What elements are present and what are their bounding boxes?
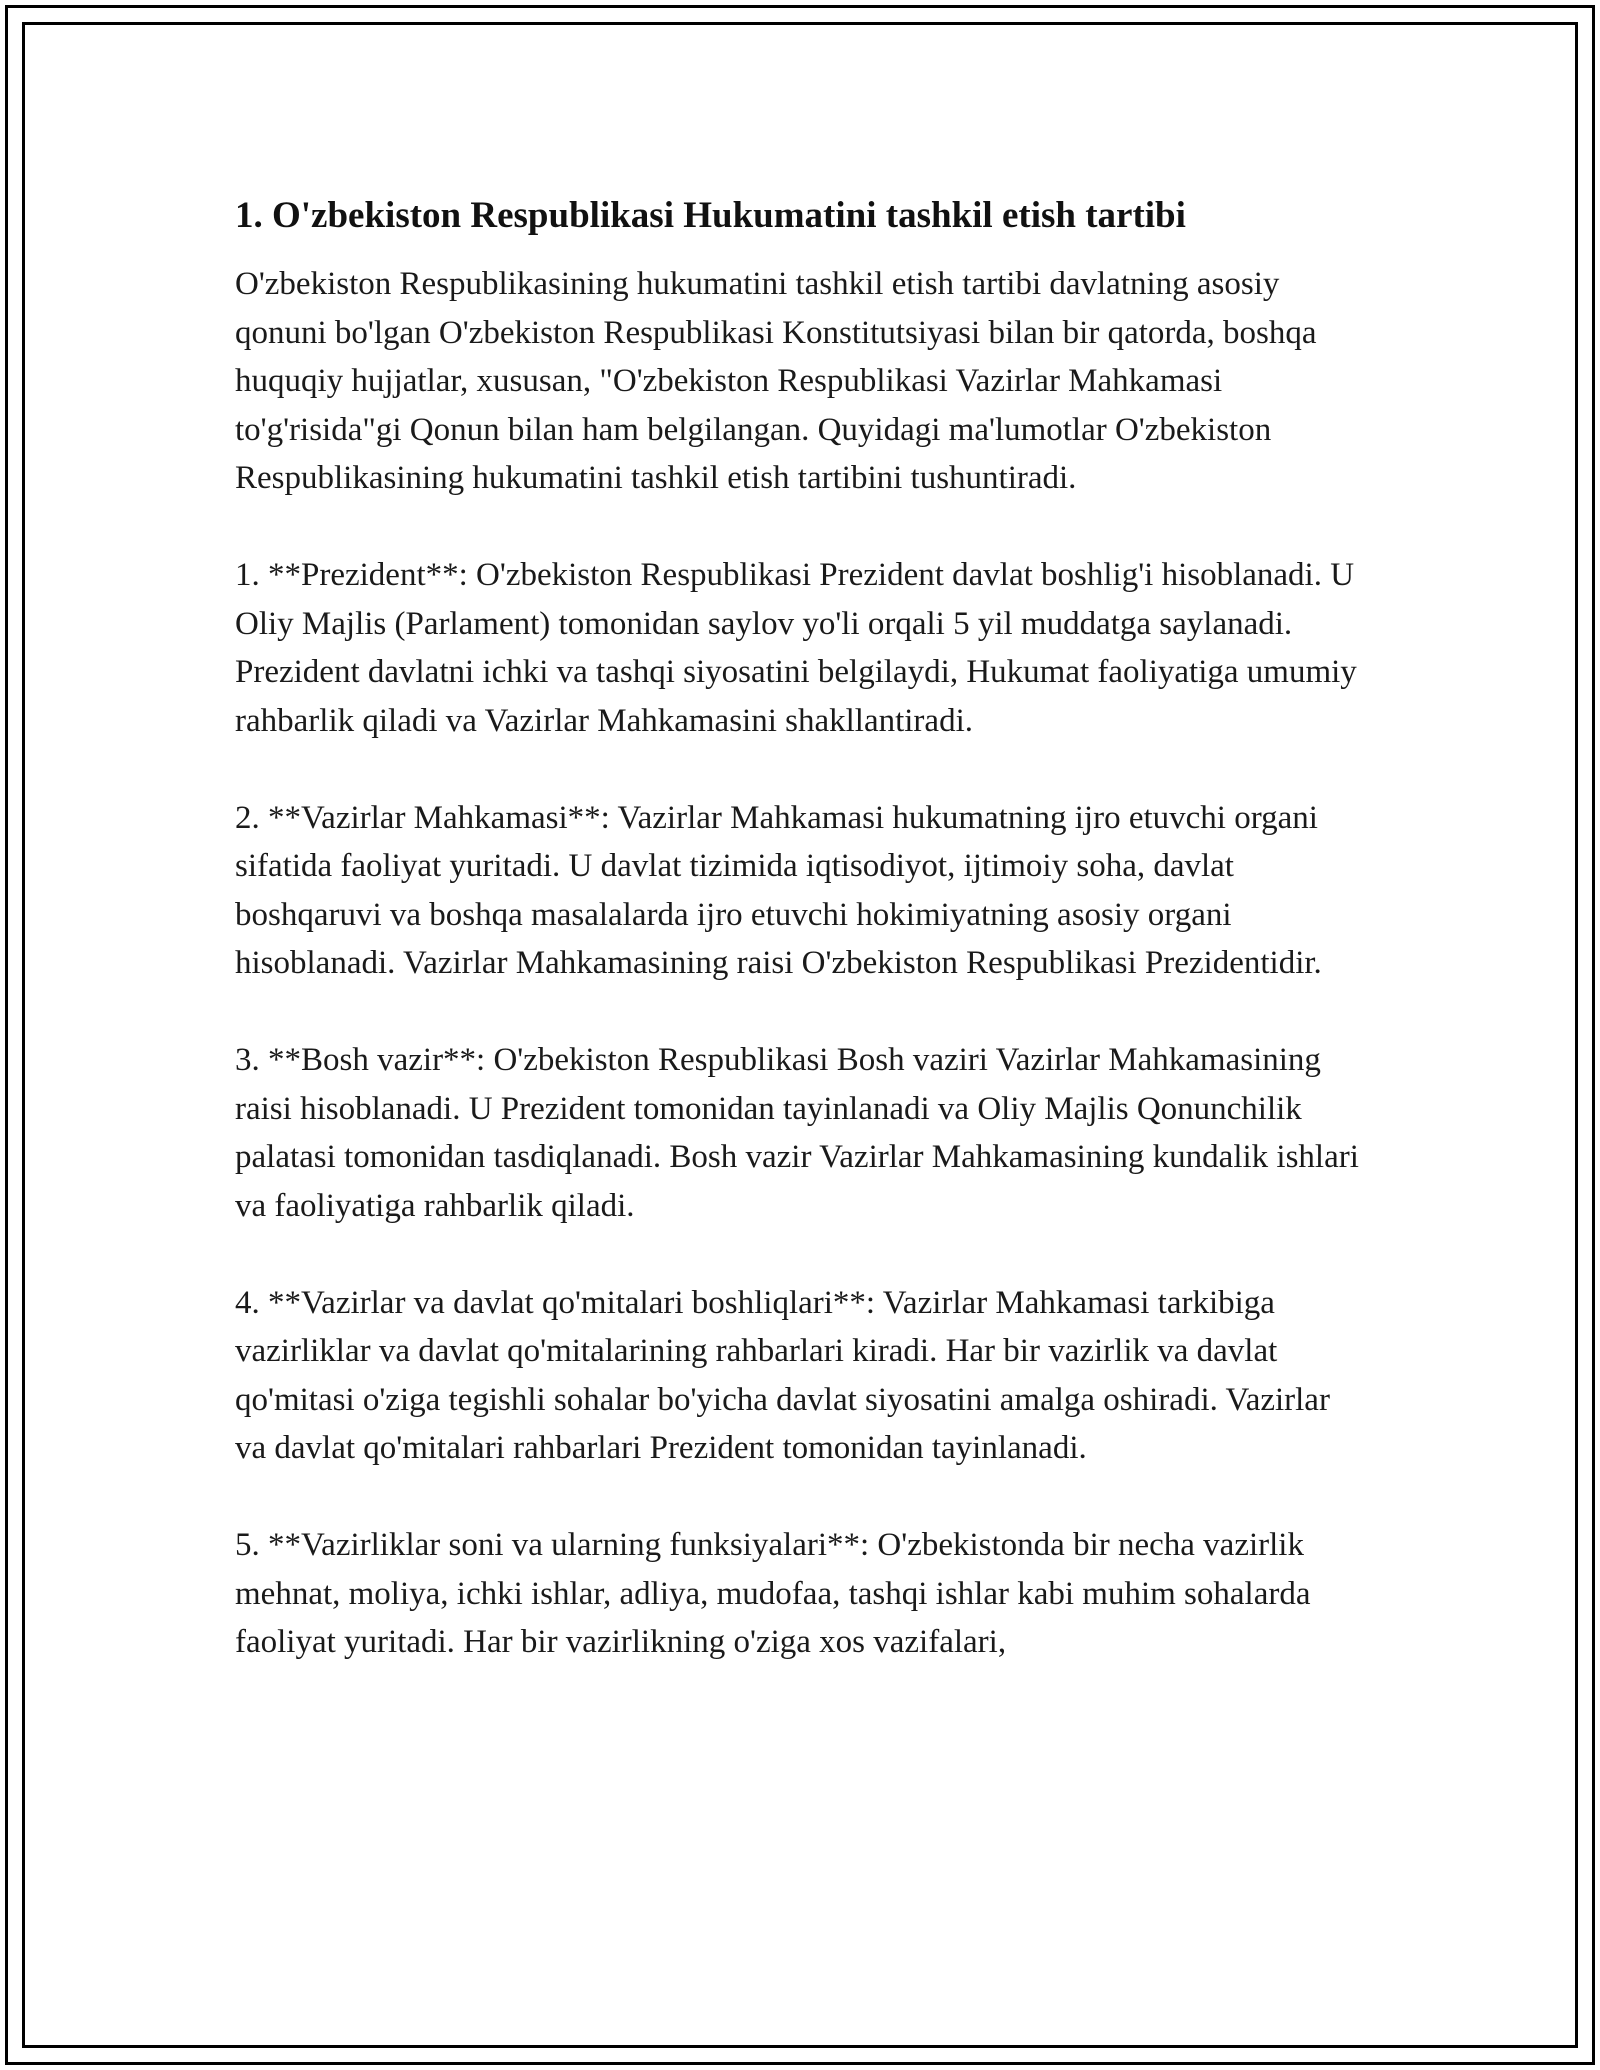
paragraph-ministers-and-committees: 4. **Vazirlar va davlat qo'mitalari boshliqlari**: Vazirlar Mahkamasi tarkibiga vazirliklar va davlat qo'mitalarining rahbarlari kiradi. Har bir vazirlik va davlat qo'mitasi o'ziga tegishli sohalar bo'yicha davlat siyosatini amalga oshiradi. Vazirlar va davlat qo'mitalari rahbarlari Prezident tomonidan tayinlanadi. [235,1284,1330,1466]
paragraph-prime-minister: 3. **Bosh vazir**: O'zbekiston Respublikasi Bosh vaziri Vazirlar Mahkamasining raisi hisoblanadi. U Prezident tomonidan tayinlanadi va Oliy Majlis Qonunchilik palatasi tomonidan tasdiqlanadi. Bosh vazir Vazirlar Mahkamasining kundalik ishlari va faoliyatiga rahbarlik qiladi. [235,1042,1359,1224]
paragraph-cabinet-of-ministers: 2. **Vazirlar Mahkamasi**: Vazirlar Mahkamasi hukumatning ijro etuvchi organi sifatida faoliyat yuritadi. U davlat tizimida iqtisodiyot, ijtimoiy soha, davlat boshqaruvi va boshqa masalalarda ijro etuvchi hokimiyatning asosiy organi hisoblanadi. Vazirlar Mahkamasining raisi O'zbekiston Respublikasi Prezidentidir. [235,799,1322,981]
document-title: 1. O'zbekiston Respublikasi Hukumatini tashkil etish tartibi [235,195,1186,236]
paragraph-ministries-functions: 5. **Vazirliklar soni va ularning funksiyalari**: O'zbekistonda bir necha vazirlik mehnat, moliya, ichki ishlar, adliya, mudofaa, tashqi ishlar kabi muhim sohalarda faoliyat yuritadi. Har bir vazirlikning o'ziga xos vazifalari, [235,1527,1311,1660]
intro-paragraph: O'zbekiston Respublikasining hukumatini tashkil etish tartibi davlatning asosiy qonuni bo'lgan O'zbekiston Respublikasi Konstitutsiyasi bilan bir qatorda, boshqa huquqiy hujjatlar, xususan, "O'zbekiston Respublikasi Vazirlar Mahkamasi to'g'risida"gi Qonun bilan ham belgilangan. Quyidagi ma'lumotlar O'zbekiston Respublikasining hukumatini tashkil etish tartibini tushuntiradi. [235,266,1317,496]
document-body [235,190,1365,1715]
paragraph-president: 1. **Prezident**: O'zbekiston Respublikasi Prezident davlat boshlig'i hisoblanadi. U Oliy Majlis (Parlament) tomonidan saylov yo'li orqali 5 yil muddatga saylanadi. Prezident davlatni ichki va tashqi siyosatini belgilaydi, Hukumat faoliyatiga umumiy rahbarlik qiladi va Vazirlar Mahkamasini shakllantiradi. [235,557,1357,739]
